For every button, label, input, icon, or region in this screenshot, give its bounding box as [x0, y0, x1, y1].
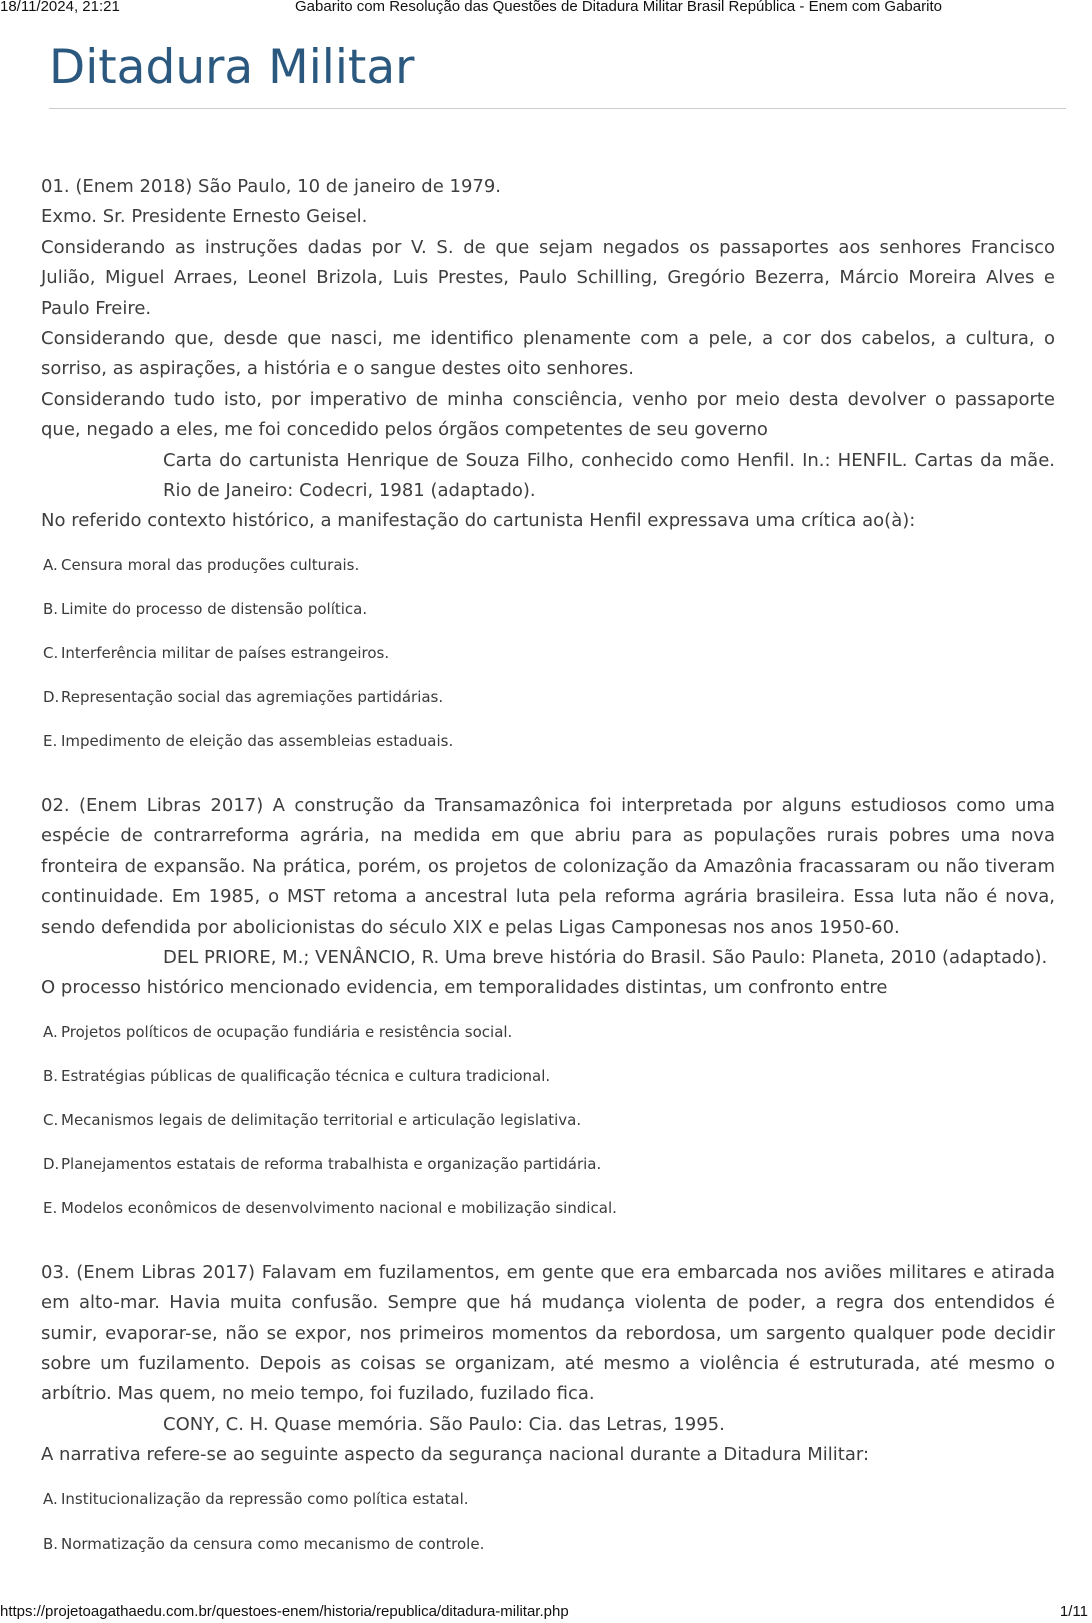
option-letter: D. [43, 1154, 60, 1173]
print-page-number: 1/11 [1059, 1603, 1088, 1620]
question-2-option-c[interactable] [41, 1098, 1055, 1142]
question-3-option-b[interactable] [41, 1522, 1055, 1567]
question-3 [41, 1258, 1055, 1567]
question-3-options [41, 1477, 1055, 1567]
question-1-option-b[interactable] [41, 587, 1055, 631]
option-text: Modelos econômicos de desenvolvimento nacional e mobilização sindical. [61, 1198, 617, 1217]
question-2-source: DEL PRIORE, M.; VENÂNCIO, R. Uma breve história do Brasil. São Paulo: Planeta, 2010 (adaptado). [163, 946, 1048, 968]
question-1-option-d[interactable] [41, 675, 1055, 719]
question-3-source: CONY, C. H. Quase memória. São Paulo: Cia. das Letras, 1995. [163, 1413, 725, 1435]
question-1-options [41, 543, 1055, 763]
question-2-option-e[interactable] [41, 1186, 1055, 1230]
option-text: Censura moral das produções culturais. [61, 555, 360, 574]
question-2-prompt: O processo histórico mencionado evidencia, em temporalidades distintas, um confronto entre [41, 977, 888, 999]
question-1-source: Carta do cartunista Henrique de Souza Filho, conhecido como Henfil. In.: HENFIL. Cartas da mãe. Rio de Janeiro: Codecri, 1981 (adaptado). [163, 449, 1055, 502]
option-letter: C. [43, 643, 59, 662]
question-1-option-e[interactable] [41, 719, 1055, 763]
page-title: Ditadura Militar [49, 40, 415, 95]
question-2-option-d[interactable] [41, 1142, 1055, 1186]
questions-list [41, 172, 1055, 1595]
title-divider [49, 108, 1066, 109]
option-text: Normatização da censura como mecanismo de controle. [61, 1534, 485, 1553]
question-1-option-c[interactable] [41, 631, 1055, 675]
option-text: Impedimento de eleição das assembleias estaduais. [61, 731, 454, 750]
option-text: Projetos políticos de ocupação fundiária e resistência social. [61, 1022, 513, 1041]
option-letter: A. [43, 1022, 58, 1041]
option-letter: B. [43, 1534, 59, 1553]
question-1-paragraph-4: Considerando que, desde que nasci, me identifico plenamente com a pele, a cor dos cabelos, a cultura, o sorriso, as aspirações, a história e o sangue destes oito senhores. [41, 328, 1055, 380]
print-url: https://projetoagathaedu.com.br/questoes-enem/historia/republica/ditadura-militar.php [0, 1603, 569, 1620]
print-document-title: Gabarito com Resolução das Questões de Ditadura Militar Brasil República - Enem com Gabarito [295, 0, 942, 15]
question-3-prompt: A narrativa refere-se ao seguinte aspecto da segurança nacional durante a Ditadura Militar: [41, 1444, 870, 1466]
option-letter: D. [43, 687, 60, 706]
option-text: Mecanismos legais de delimitação territorial e articulação legislativa. [61, 1110, 582, 1129]
question-1 [41, 172, 1055, 763]
question-2-options [41, 1010, 1055, 1230]
option-text: Limite do processo de distensão política. [61, 599, 368, 618]
option-letter: A. [43, 555, 58, 574]
option-text: Planejamentos estatais de reforma trabalhista e organização partidária. [61, 1154, 602, 1173]
question-1-paragraph-2: Exmo. Sr. Presidente Ernesto Geisel. [41, 206, 368, 228]
option-letter: B. [43, 599, 59, 618]
option-text: Representação social das agremiações partidárias. [61, 687, 444, 706]
question-1-paragraph-1: 01. (Enem 2018) São Paulo, 10 de janeiro de 1979. [41, 176, 502, 197]
question-2-option-b[interactable] [41, 1054, 1055, 1098]
option-text: Estratégias públicas de qualificação técnica e cultura tradicional. [61, 1066, 551, 1085]
option-letter: A. [43, 1489, 58, 1508]
option-letter: E. [43, 1198, 58, 1217]
option-letter: B. [43, 1066, 59, 1085]
option-letter: C. [43, 1110, 59, 1129]
question-1-option-a[interactable] [41, 543, 1055, 587]
question-3-paragraph-1: 03. (Enem Libras 2017) Falavam em fuzilamentos, em gente que era embarcada nos aviões militares e atirada em alto-mar. Havia muita confusão. Sempre que há mudança violenta de poder, a regra dos entendidos é sumir, evaporar-se, não se expor, nos primeiros momentos da rebordosa, um sargento qualquer pode decidir sobre um fuzilamento. Depois as coisas se organizam, até mesmo a violência é estruturada, até mesmo o arbítrio. Mas quem, no meio tempo, foi fuzilado, fuzilado fica. [41, 1261, 1055, 1405]
question-1-prompt: No referido contexto histórico, a manifestação do cartunista Henfil expressava uma crítica ao(à): [41, 510, 916, 532]
print-datetime: 18/11/2024, 21:21 [0, 0, 120, 15]
question-1-paragraph-5: Considerando tudo isto, por imperativo de minha consciência, venho por meio desta devolver o passaporte que, negado a eles, me foi concedido pelos órgãos competentes de seu governo [41, 388, 1055, 441]
option-text: Institucionalização da repressão como política estatal. [61, 1489, 469, 1508]
option-letter: E. [43, 731, 58, 750]
question-2-option-a[interactable] [41, 1010, 1055, 1054]
question-2-paragraph-1: 02. (Enem Libras 2017) A construção da Transamazônica foi interpretada por alguns estudiosos como uma espécie de contrarreforma agrária, na medida em que abriu para as populações rurais pobres uma nova fronteira de expansão. Na prática, porém, os projetos de colonização da Amazônia fracassaram ou não tiveram continuidade. Em 1985, o MST retoma a ancestral luta pela reforma agrária brasileira. Essa luta não é nova, sendo defendida por abolicionistas do século XIX e pelas Ligas Camponesas nos anos 1950-60. [41, 794, 1055, 938]
question-1-paragraph-3: Considerando as instruções dadas por V. S. de que sejam negados os passaportes aos senhores Francisco Julião, Miguel Arraes, Leonel Brizola, Luis Prestes, Paulo Schilling, Gregório Bezerra, Márcio Moreira Alves e Paulo Freire. [41, 236, 1055, 319]
question-2 [41, 791, 1055, 1230]
option-text: Interferência militar de países estrangeiros. [61, 643, 390, 662]
question-3-option-a[interactable] [41, 1477, 1055, 1522]
